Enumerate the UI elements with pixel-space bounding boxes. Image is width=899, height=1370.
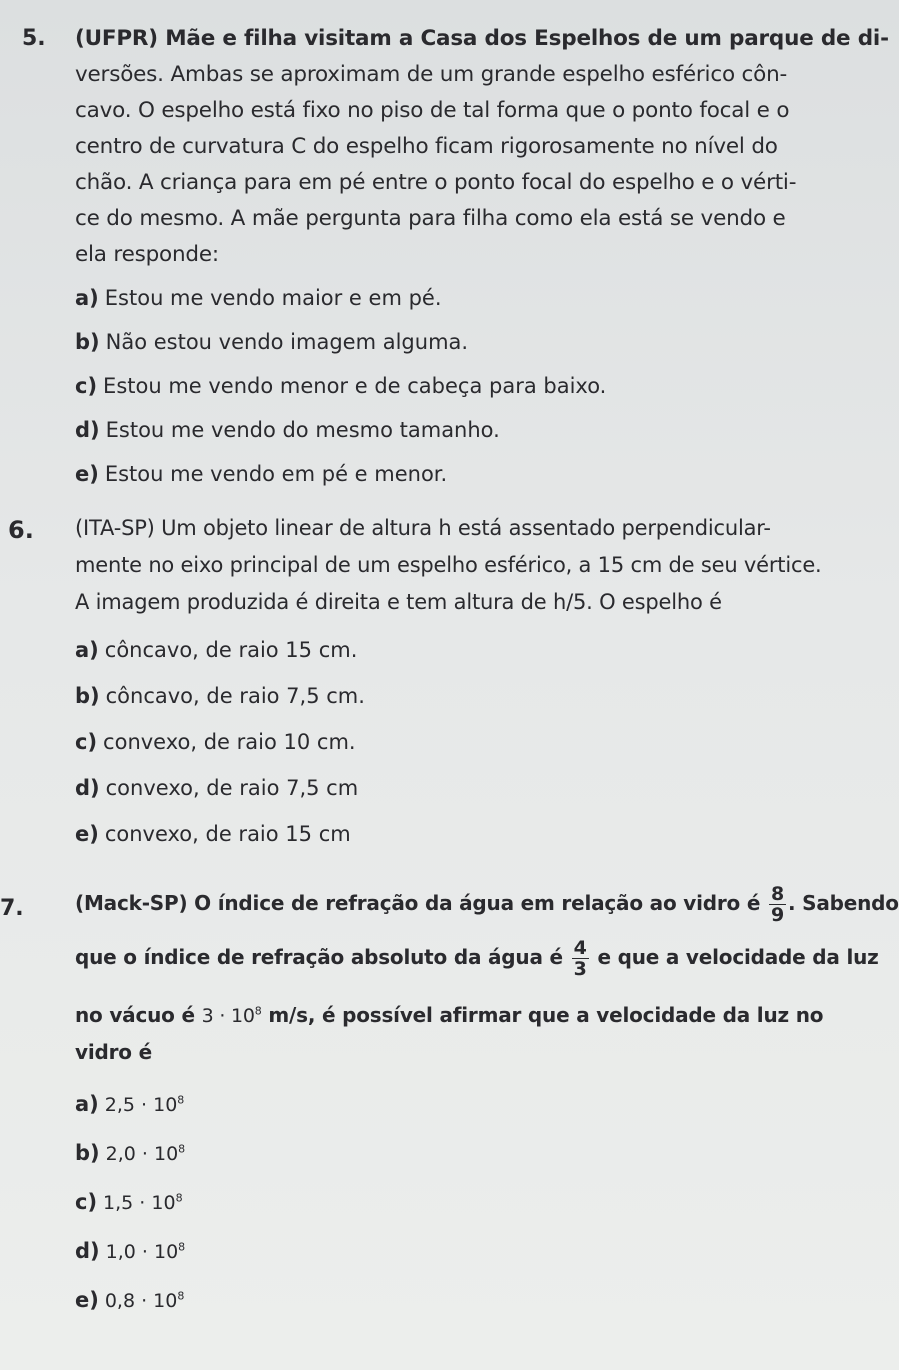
fraction: $\frac{4}{3}$ [573, 937, 587, 980]
option-c[interactable]: c) convexo, de raio 10 cm. [75, 730, 356, 754]
question-text-line: que o índice de refração absoluto da água é $\frac{4}{3}$ e que a velocidade da luz [75, 937, 879, 980]
option-c[interactable]: c) Estou me vendo menor e de cabeça para baixo. [75, 374, 607, 398]
question-text-line: ela responde: [75, 242, 219, 267]
question-number: 6. [8, 516, 34, 544]
option-b[interactable]: b) Não estou vendo imagem alguma. [75, 330, 469, 354]
question-text-line: A imagem produzida é direita e tem altura de h/5. O espelho é [75, 590, 722, 614]
option-a[interactable]: a) Estou me vendo maior e em pé. [75, 286, 442, 310]
question-number: 7. [0, 896, 24, 921]
question-text-line: vidro é [75, 1040, 152, 1064]
fraction: $\frac{8}{9}$ [770, 883, 784, 926]
option-b[interactable]: b) côncavo, de raio 7,5 cm. [75, 684, 365, 708]
option-e[interactable]: e) $0,8 \cdot 10^8$ [75, 1288, 185, 1312]
question-text-line: (ITA-SP) Um objeto linear de altura h está assentado perpendicular- [75, 516, 771, 540]
option-b[interactable]: b) $2,0 \cdot 10^8$ [75, 1141, 186, 1165]
question-text-line: chão. A criança para em pé entre o ponto focal do espelho e o vérti- [75, 170, 797, 195]
option-a[interactable]: a) côncavo, de raio 15 cm. [75, 638, 358, 662]
scientific-number: $3 \cdot 10^8$ [201, 1004, 262, 1027]
question-text-line: (Mack-SP) O índice de refração da água em relação ao vidro é $\frac{8}{9}$ . Sabendo [75, 883, 899, 926]
option-d[interactable]: d) Estou me vendo do mesmo tamanho. [75, 418, 500, 442]
option-e[interactable]: e) Estou me vendo em pé e menor. [75, 462, 448, 486]
question-text-line: ce do mesmo. A mãe pergunta para filha como ela está se vendo e [75, 206, 786, 231]
question-text-line: versões. Ambas se aproximam de um grande espelho esférico côn- [75, 62, 788, 87]
option-e[interactable]: e) convexo, de raio 15 cm [75, 822, 351, 846]
question-text-line: no vácuo é $3 \cdot 10^8$ m/s, é possível afirmar que a velocidade da luz no [75, 1003, 824, 1027]
question-text-line: (UFPR) Mãe e filha visitam a Casa dos Espelhos de um parque de di- [75, 26, 889, 51]
question-text-line: centro de curvatura C do espelho ficam rigorosamente no nível do [75, 134, 778, 159]
question-text-line: mente no eixo principal de um espelho esférico, a 15 cm de seu vértice. [75, 553, 822, 577]
question-text-line: cavo. O espelho está fixo no piso de tal forma que o ponto focal e o [75, 98, 790, 123]
option-d[interactable]: d) $1,0 \cdot 10^8$ [75, 1239, 186, 1263]
question-number: 5. [22, 26, 46, 51]
option-a[interactable]: a) $2,5 \cdot 10^8$ [75, 1092, 185, 1116]
option-d[interactable]: d) convexo, de raio 7,5 cm [75, 776, 359, 800]
option-c[interactable]: c) $1,5 \cdot 10^8$ [75, 1190, 183, 1214]
